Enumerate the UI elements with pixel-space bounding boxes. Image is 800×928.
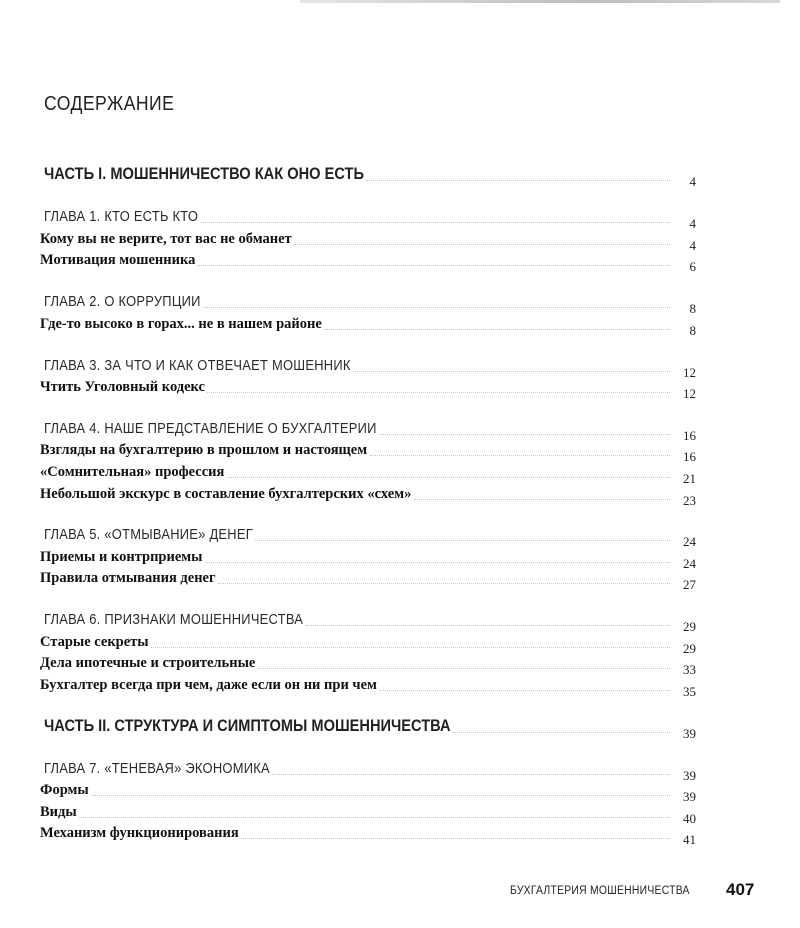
toc-page-number: 12 <box>683 365 696 380</box>
toc-chapter-label: ГЛАВА 2. О КОРРУПЦИИ <box>44 293 201 310</box>
toc-page-number: 29 <box>683 619 696 634</box>
toc-page-number: 40 <box>683 811 696 826</box>
toc-page-number: 35 <box>683 684 696 699</box>
dot-leader <box>241 838 670 839</box>
dot-leader <box>379 690 670 691</box>
toc-section-label: Формы <box>40 781 89 798</box>
dot-leader <box>294 244 670 245</box>
toc-section-label: Правила отмывания денег <box>40 569 216 586</box>
dot-leader <box>453 732 670 733</box>
toc-page-number: 23 <box>683 493 696 508</box>
dot-leader <box>414 499 670 500</box>
toc-page-number: 24 <box>683 556 696 571</box>
toc-section-label: Механизм функционирования <box>40 824 239 841</box>
toc-part <box>0 714 800 740</box>
toc-chapter-label: ГЛАВА 3. ЗА ЧТО И КАК ОТВЕЧАЕТ МОШЕННИК <box>44 357 351 374</box>
toc-page-number: 8 <box>689 301 696 316</box>
toc-page-number: 12 <box>683 386 696 401</box>
toc-section-label: Кому вы не верите, тот вас не обманет <box>40 230 292 247</box>
toc-part-label: ЧАСТЬ I. МОШЕННИЧЕСТВО КАК ОНО ЕСТЬ <box>44 164 364 183</box>
toc-section <box>0 311 800 337</box>
toc-page-number: 39 <box>683 768 696 783</box>
toc-section <box>0 247 800 273</box>
dot-leader <box>366 180 670 181</box>
running-title: БУХГАЛТЕРИЯ МОШЕННИЧЕСТВА <box>510 885 690 897</box>
toc-page-number: 24 <box>683 534 696 549</box>
toc-section <box>0 481 800 507</box>
toc-page-number: 27 <box>683 577 696 592</box>
toc-page-number: 39 <box>683 726 696 741</box>
page-title: СОДЕРЖАНИЕ <box>44 93 175 115</box>
page-number: 407 <box>726 880 755 899</box>
dot-leader <box>203 307 670 308</box>
toc-section-label: «Сомнительная» профессия <box>40 463 225 480</box>
dot-leader <box>255 540 670 541</box>
toc-chapter-label: ГЛАВА 7. «ТЕНЕВАЯ» ЭКОНОМИКА <box>44 760 270 777</box>
toc-chapter-label: ГЛАВА 5. «ОТМЫВАНИЕ» ДЕНЕГ <box>44 526 253 543</box>
dot-leader <box>79 817 670 818</box>
toc-section <box>0 565 800 591</box>
toc-section <box>0 820 800 846</box>
dot-leader <box>370 455 670 456</box>
toc-page-number: 16 <box>683 428 696 443</box>
dot-leader <box>151 647 670 648</box>
toc-page-number: 4 <box>689 238 696 253</box>
dot-leader <box>379 434 670 435</box>
toc-section-label: Бухгалтер всегда при чем, даже если он ни при чем <box>40 676 377 693</box>
toc-page-number: 4 <box>689 216 696 231</box>
toc-section-label: Дела ипотечные и строительные <box>40 654 256 671</box>
toc-page-number: 29 <box>683 641 696 656</box>
dot-leader <box>201 222 670 223</box>
toc-page-number: 16 <box>683 449 696 464</box>
toc-chapter-label: ГЛАВА 4. НАШЕ ПРЕДСТАВЛЕНИЕ О БУХГАЛТЕРИИ <box>44 420 377 437</box>
dot-leader <box>91 795 670 796</box>
toc-section-label: Взгляды на бухгалтерию в прошлом и настоящем <box>40 441 368 458</box>
dot-leader <box>227 477 670 478</box>
toc-page-number: 8 <box>689 323 696 338</box>
toc-page-number: 21 <box>683 471 696 486</box>
toc-section-label: Старые секреты <box>40 633 149 650</box>
toc-chapter-label: ГЛАВА 6. ПРИЗНАКИ МОШЕННИЧЕСТВА <box>44 611 304 628</box>
dot-leader <box>324 329 670 330</box>
toc-section-label: Приемы и контрприемы <box>40 548 203 565</box>
dot-leader <box>207 392 670 393</box>
toc-page-number: 41 <box>683 832 696 847</box>
toc-page-number: 33 <box>683 662 696 677</box>
toc-section-label: Мотивация мошенника <box>40 251 196 268</box>
toc-section-label: Небольшой экскурс в составление бухгалтерских «схем» <box>40 485 412 502</box>
toc-section-label: Виды <box>40 803 77 820</box>
dot-leader <box>353 371 670 372</box>
toc-section <box>0 374 800 400</box>
toc-section-label: Чтить Уголовный кодекс <box>40 378 205 395</box>
toc-chapter-label: ГЛАВА 1. КТО ЕСТЬ КТО <box>44 208 199 225</box>
dot-leader <box>272 774 670 775</box>
dot-leader <box>258 668 670 669</box>
dot-leader <box>198 265 670 266</box>
dot-leader <box>205 562 670 563</box>
toc-section-label: Где-то высоко в горах... не в нашем районе <box>40 315 322 332</box>
toc-page-number: 39 <box>683 789 696 804</box>
dot-leader <box>306 625 670 626</box>
toc-page-number: 6 <box>689 259 696 274</box>
toc-part <box>0 162 800 188</box>
toc-section <box>0 672 800 698</box>
toc-page-number: 4 <box>689 174 696 189</box>
toc-part-label: ЧАСТЬ II. СТРУКТУРА И СИМПТОМЫ МОШЕННИЧЕСТВА <box>44 716 451 735</box>
dot-leader <box>218 583 670 584</box>
